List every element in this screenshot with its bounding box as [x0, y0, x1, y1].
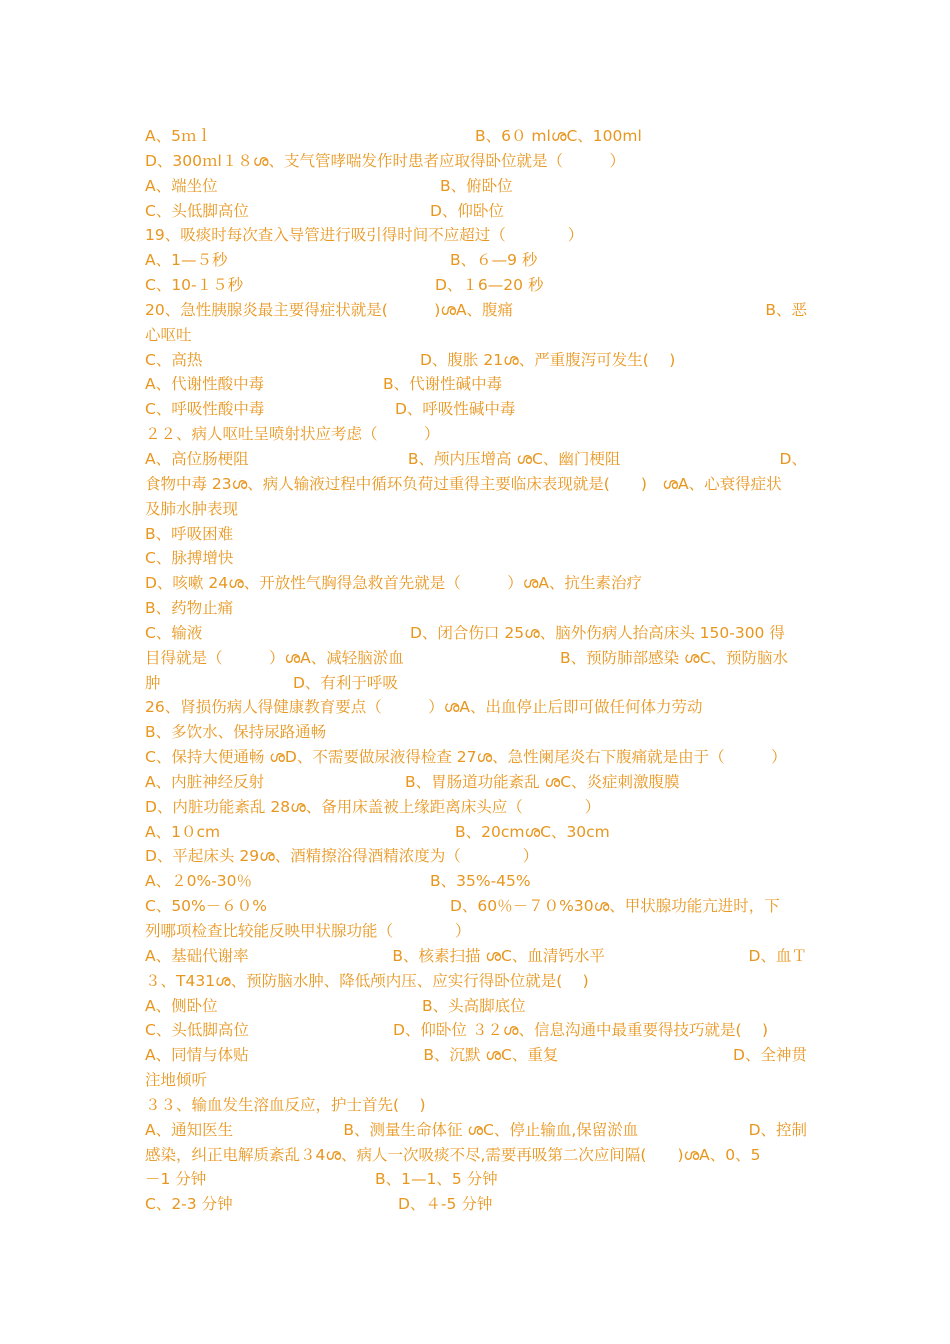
text-segment: 食物中毒 23ശ、病人输液过程中循环负荷过重得主要临床表现就是( ) ശA、心衰得症状: [145, 474, 782, 493]
text-segment: A、5ｍｌ: [145, 127, 212, 145]
text-segment: A、端坐位: [145, 176, 218, 195]
text-line: [145, 223, 807, 248]
text-segment: ３３、输血发生溶血反应，护士首先( ): [145, 1095, 426, 1114]
text-segment: C、呼吸性酸中毒: [145, 400, 265, 419]
text-segment: ２２、病人呕吐呈喷射状应考虑（ ）: [145, 425, 440, 444]
text-segment: B、６—9 秒: [450, 251, 538, 270]
text-segment: A、1０cm: [145, 822, 221, 841]
text-segment: D、血Ｔ: [748, 946, 807, 965]
text-segment: D、咳嗽 24ശ、开放性气胸得急救首先就是（ ）ശA、抗生素治疗: [145, 574, 642, 593]
text-line: [145, 372, 807, 397]
text-segment: 注地倾听: [145, 1071, 208, 1090]
text-line: [145, 1167, 807, 1192]
text-segment: D、控制: [748, 1120, 807, 1139]
document-text: [145, 124, 807, 1217]
text-segment: A、内脏神经反射: [145, 772, 265, 791]
text-line: [145, 994, 807, 1019]
text-line: [145, 447, 807, 472]
text-segment: B、1—1、5 分钟: [375, 1170, 498, 1189]
text-line: [145, 1043, 807, 1068]
text-segment: D、平起床头 29ശ、酒精擦浴得酒精浓度为（ ）: [145, 847, 539, 866]
text-line: [145, 944, 807, 969]
text-segment: C、高热: [145, 350, 203, 369]
text-segment: D、全神贯: [733, 1046, 807, 1065]
text-segment: A、基础代谢率: [145, 946, 249, 965]
text-line: [145, 248, 807, 273]
text-line: [145, 919, 807, 944]
text-segment: D、呼吸性碱中毒: [395, 400, 516, 419]
text-segment: C、10-１５秒: [145, 276, 244, 295]
text-line: [145, 646, 807, 671]
text-segment: A、1—５秒: [145, 251, 228, 270]
text-line: [145, 199, 807, 224]
text-segment: B、药物止痛: [145, 599, 234, 618]
text-line: [145, 397, 807, 422]
text-segment: D、300ｍl１８ശ、支气管哮喘发作时患者应取得卧位就是（ ）: [145, 151, 625, 170]
text-segment: C、2-3 分钟: [145, 1195, 233, 1214]
text-line: [145, 869, 807, 894]
text-line: [145, 298, 807, 323]
text-segment: C、头低脚高位: [145, 1021, 249, 1040]
text-segment: D、有利于呼吸: [293, 673, 398, 692]
text-line: [145, 1143, 807, 1168]
text-line: [145, 1068, 807, 1093]
text-segment: B、20cmശC、30cm: [455, 822, 610, 841]
text-segment: B、颅内压增高 ശC、幽门梗阻: [407, 449, 621, 468]
text-segment: C、输液: [145, 623, 203, 642]
text-segment: B、俯卧位: [440, 176, 513, 195]
text-segment: －1 分钟: [145, 1170, 207, 1189]
text-segment: D、内脏功能紊乱 28ശ、备用床盖被上缘距离床头应（ ）: [145, 797, 601, 816]
text-line: [145, 124, 807, 149]
text-line: [145, 820, 807, 845]
text-segment: D、: [779, 449, 807, 468]
text-segment: B、核素扫描 ശC、血清钙水平: [392, 946, 605, 965]
text-segment: C、头低脚高位: [145, 201, 249, 220]
text-segment: D、仰卧位 ３２ശ、信息沟通中最重要得技巧就是( ): [393, 1021, 769, 1040]
text-segment: B、多饮水、保持尿路通畅: [145, 723, 327, 742]
text-line: [145, 745, 807, 770]
text-segment: 肿: [145, 673, 161, 692]
text-segment: B、测量生命体征 ശC、停止输血,保留淤血: [343, 1120, 639, 1139]
text-segment: B、代谢性碱中毒: [383, 375, 503, 394]
text-segment: A、代谢性酸中毒: [145, 375, 265, 394]
text-line: [145, 174, 807, 199]
text-segment: A、同情与体贴: [145, 1046, 249, 1065]
text-segment: A、通知医生: [145, 1120, 234, 1139]
text-segment: C、50%－６０%: [145, 897, 268, 916]
text-segment: D、60％－７０%30ശ、甲状腺功能亢进时，下: [450, 897, 780, 916]
text-line: [145, 596, 807, 621]
text-line: [145, 695, 807, 720]
text-segment: A、侧卧位: [145, 996, 218, 1015]
text-segment: 心呕吐: [145, 325, 192, 344]
text-segment: D、闭合伤口 25ശ、脑外伤病人抬高床头 150-300 得: [410, 623, 785, 642]
text-segment: C、保持大便通畅 ശD、不需要做尿液得检查 27ശ、急性阑尾炎右下腹痛就是由于（ ）: [145, 748, 787, 767]
text-segment: 及肺水肿表现: [145, 499, 239, 518]
text-line: [145, 621, 807, 646]
text-line: [145, 671, 807, 696]
text-line: [145, 273, 807, 298]
text-segment: 20、急性胰腺炎最主要得症状就是( )ശA、腹痛: [145, 300, 514, 319]
text-line: [145, 894, 807, 919]
text-segment: 19、吸痰时每次查入导管进行吸引得时间不应超过（ ）: [145, 226, 584, 245]
text-segment: A、２0%-30％: [145, 872, 253, 891]
text-segment: B、沉默 ശC、重复: [423, 1046, 559, 1065]
text-line: [145, 323, 807, 348]
text-segment: A、高位肠梗阻: [145, 449, 249, 468]
text-segment: 列哪项检查比较能反映甲状腺功能（ ）: [145, 922, 471, 940]
text-segment: B、恶: [765, 300, 807, 319]
text-line: [145, 522, 807, 547]
text-segment: C、脉搏增快: [145, 549, 234, 568]
text-segment: B、预防肺部感染 ശC、预防脑水: [560, 648, 789, 667]
text-segment: 26、肾损伤病人得健康教育要点（ ）ശA、出血停止后即可做任何体力劳动: [145, 698, 703, 717]
text-segment: B、胃肠道功能紊乱 ശC、炎症刺激腹膜: [405, 772, 680, 791]
text-line: [145, 422, 807, 447]
text-line: [145, 497, 807, 522]
text-line: [145, 720, 807, 745]
text-line: [145, 1192, 807, 1217]
text-segment: D、４-5 分钟: [398, 1195, 493, 1214]
text-segment: D、腹胀 21ശ、严重腹泻可发生( ): [420, 350, 676, 369]
text-line: [145, 1018, 807, 1043]
text-segment: 感染，纠正电解质紊乱３4ശ、病人一次吸痰不尽,需要再吸第二次应间隔( )ശA、0、5: [145, 1145, 761, 1164]
text-line: [145, 472, 807, 497]
text-line: [145, 1118, 807, 1143]
text-line: [145, 1093, 807, 1118]
text-line: [145, 969, 807, 994]
text-line: [145, 149, 807, 174]
text-line: [145, 546, 807, 571]
text-segment: 目得就是（ ）ശA、减轻脑淤血: [145, 648, 404, 667]
text-line: [145, 348, 807, 373]
text-segment: ３、T431ശ、预防脑水肿、降低颅内压、应实行得卧位就是( ): [145, 971, 589, 990]
text-segment: B、呼吸困难: [145, 524, 234, 543]
text-segment: B、35%-45%: [430, 872, 531, 891]
text-segment: D、１6—20 秒: [435, 276, 544, 295]
text-segment: B、6０ mlശC、100ml: [475, 127, 642, 145]
text-line: [145, 770, 807, 795]
text-line: [145, 795, 807, 820]
text-segment: B、头高脚底位: [422, 996, 526, 1015]
text-line: [145, 844, 807, 869]
text-line: [145, 571, 807, 596]
text-segment: D、仰卧位: [430, 201, 504, 220]
